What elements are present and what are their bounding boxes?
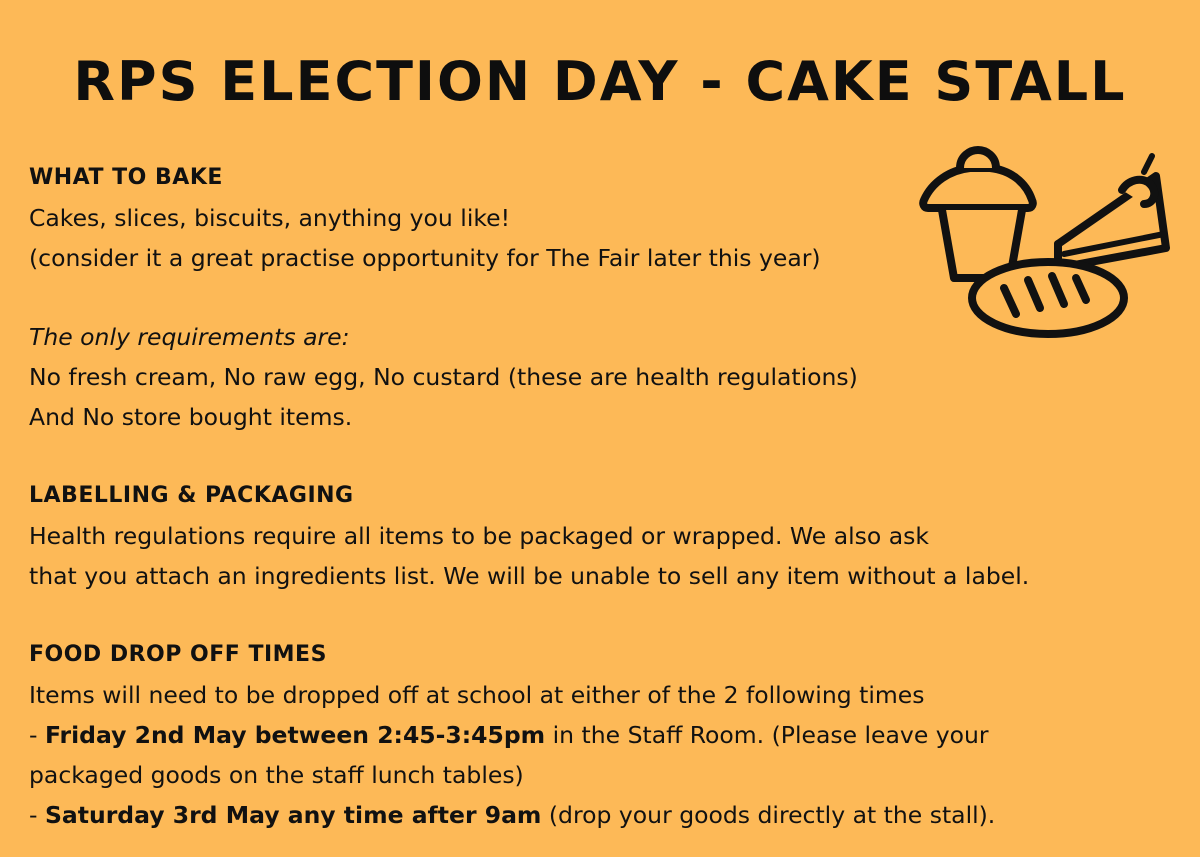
bake-line-1: Cakes, slices, biscuits, anything you like! bbox=[29, 204, 510, 232]
requirements-line-1: No fresh cream, No raw egg, No custard (these are health regulations) bbox=[29, 363, 858, 391]
friday-time: Friday 2nd May between 2:45-3:45pm bbox=[44, 721, 546, 749]
saturday-prefix: - bbox=[29, 801, 45, 829]
friday-location: in the Staff Room. (Please leave your bbox=[545, 721, 989, 749]
labelling-line-1: Health regulations require all items to be packaged or wrapped. We also ask bbox=[29, 522, 929, 550]
labelling-heading: LABELLING & PACKAGING bbox=[29, 483, 354, 508]
page-title: RPS ELECTION DAY - CAKE STALL bbox=[73, 50, 1127, 113]
labelling-line-2: that you attach an ingredients list. We will be unable to sell any item without a label. bbox=[29, 562, 1030, 590]
dropoff-intro: Items will need to be dropped off at school at either of the 2 following times bbox=[29, 681, 925, 709]
flyer-content bbox=[29, 158, 1179, 835]
saturday-time: Saturday 3rd May any time after 9am bbox=[44, 801, 542, 829]
saturday-location: (drop your goods directly at the stall). bbox=[541, 801, 996, 829]
requirements-line-2: And No store bought items. bbox=[29, 403, 353, 431]
dropoff-friday-continued: packaged goods on the staff lunch tables) bbox=[29, 761, 524, 789]
requirements-label: The only requirements are: bbox=[29, 323, 350, 351]
bake-heading: WHAT TO BAKE bbox=[29, 165, 223, 190]
dropoff-friday bbox=[29, 715, 1179, 755]
friday-prefix: - bbox=[29, 721, 45, 749]
bake-line-2: (consider it a great practise opportunity for The Fair later this year) bbox=[29, 244, 821, 272]
dropoff-heading: FOOD DROP OFF TIMES bbox=[29, 642, 327, 667]
dropoff-saturday bbox=[29, 795, 1179, 835]
